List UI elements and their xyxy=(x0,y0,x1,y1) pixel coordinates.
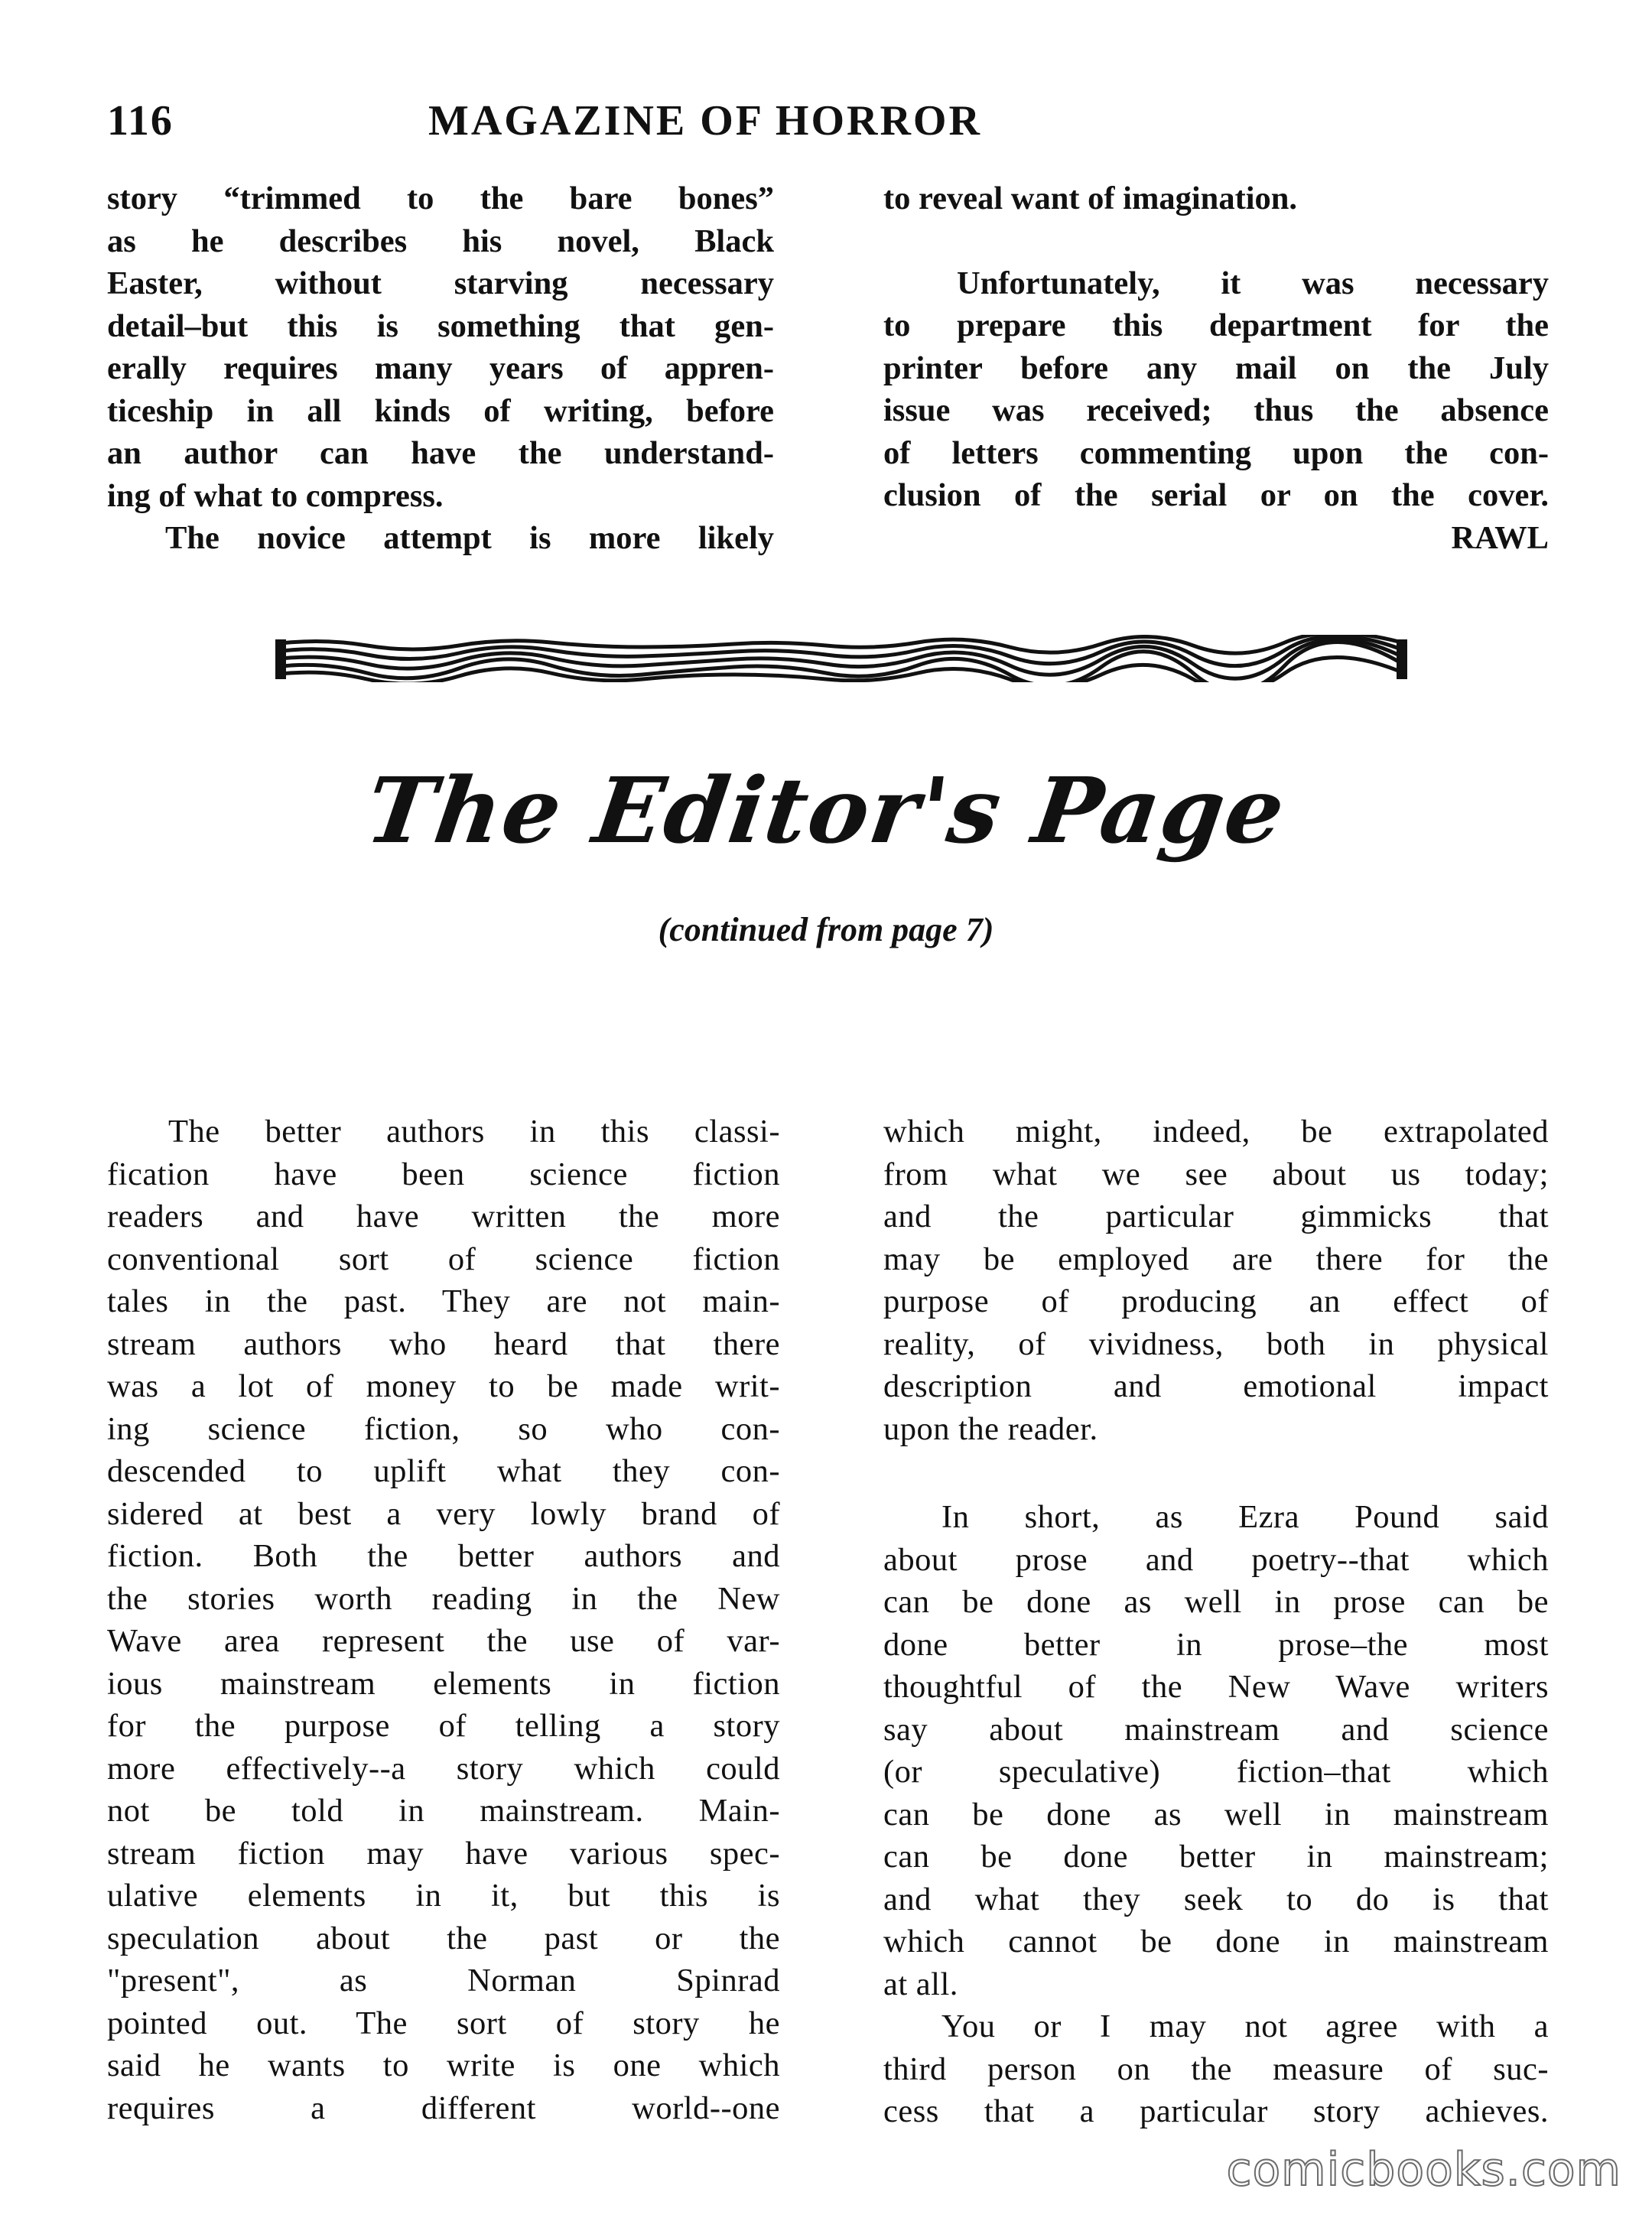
text-line: was a lot of money to be made writ- xyxy=(107,1368,780,1404)
text-line: In short, as Ezra Pound said xyxy=(941,1499,1549,1535)
bottom-right-column xyxy=(883,1111,1549,2133)
text-line: The novice attempt is more likely xyxy=(165,520,774,556)
text-line: pointed out. The sort of story he xyxy=(107,2005,780,2041)
text-line: ing science fiction, so who con- xyxy=(107,1410,780,1447)
text-line: ious mainstream elements in fiction xyxy=(107,1665,780,1702)
text-line: The better authors in this classi- xyxy=(168,1114,780,1150)
text-line: an author can have the understand- xyxy=(107,435,774,471)
text-line: third person on the measure of suc- xyxy=(883,2051,1549,2087)
text-line: descended to uplift what they con- xyxy=(107,1453,780,1489)
text-line: (or speculative) fiction–that which xyxy=(883,1754,1549,1790)
text-line: ulative elements in it, but this is xyxy=(107,1878,780,1914)
text-line: about prose and poetry--that which xyxy=(883,1541,1549,1578)
paragraph-gap xyxy=(883,220,1549,262)
text-line: fication have been science fiction xyxy=(107,1156,780,1192)
text-line: upon the reader. xyxy=(883,1410,1098,1447)
text-line: can be done better in mainstream; xyxy=(883,1839,1549,1875)
text-line: not be told in mainstream. Main- xyxy=(107,1793,780,1829)
text-line: from what we see about us today; xyxy=(883,1156,1549,1192)
text-line: Easter, without starving necessary xyxy=(107,265,774,301)
text-line: stream fiction may have various spec- xyxy=(107,1835,780,1872)
text-line: clusion of the serial or on the cover. xyxy=(883,477,1549,513)
page-number: 116 xyxy=(107,97,174,145)
text-line: to reveal want of imagination. xyxy=(883,180,1298,216)
bottom-left-column xyxy=(107,1111,780,2129)
running-header xyxy=(107,96,1545,154)
text-line: and what they seek to do is that xyxy=(883,1881,1549,1917)
text-line: fiction. Both the better authors and xyxy=(107,1538,780,1574)
author-signature: RAWL xyxy=(1451,519,1549,556)
text-line: can be done as well in prose can be xyxy=(883,1584,1549,1620)
text-line: said he wants to write is one which xyxy=(107,2047,780,2083)
text-line: of letters commenting upon the con- xyxy=(883,434,1549,471)
text-line: for the purpose of telling a story xyxy=(107,1708,780,1744)
text-line: more effectively--a story which could xyxy=(107,1750,780,1787)
text-line: readers and have written the more xyxy=(107,1198,780,1234)
text-line: at all. xyxy=(883,1966,958,2002)
text-line: purpose of producing an effect of xyxy=(883,1283,1549,1319)
text-line: sidered at best a very lowly brand of xyxy=(107,1495,780,1532)
section-title: The Editor's Page xyxy=(359,757,1293,863)
text-line: say about mainstream and science xyxy=(883,1711,1549,1748)
text-line: as he describes his novel, Black xyxy=(107,223,774,259)
text-line: ing of what to compress. xyxy=(107,477,444,514)
text-line: can be done as well in mainstream xyxy=(883,1796,1549,1833)
text-line: Wave area represent the use of var- xyxy=(107,1623,780,1659)
text-line: requires a different world--one xyxy=(107,2090,780,2126)
text-line: stream authors who heard that there xyxy=(107,1325,780,1362)
text-line: issue was received; thus the absence xyxy=(883,392,1549,428)
text-line: speculation about the past or the xyxy=(107,1920,780,1956)
top-right-column xyxy=(883,177,1549,559)
paragraph-gap xyxy=(883,1450,1549,1496)
text-line: "present", as Norman Spinrad xyxy=(107,1963,780,1998)
text-line: reality, of vividness, both in physical xyxy=(883,1325,1549,1362)
text-line: the stories worth reading in the New xyxy=(107,1580,780,1617)
text-line: story “trimmed to the bare bones” xyxy=(107,180,774,216)
text-line: printer before any mail on the July xyxy=(883,350,1549,386)
text-line: description and emotional impact xyxy=(883,1368,1549,1404)
magazine-title: MAGAZINE OF HORROR xyxy=(428,97,982,145)
text-line: thoughtful of the New Wave writers xyxy=(883,1669,1549,1705)
text-line: Unfortunately, it was necessary xyxy=(957,265,1549,301)
text-line: conventional sort of science fiction xyxy=(107,1241,780,1277)
wavy-divider-ornament xyxy=(275,635,1407,682)
text-line: to prepare this department for the xyxy=(883,307,1549,343)
text-line: You or I may not agree with a xyxy=(941,2008,1549,2044)
text-line: which cannot be done in mainstream xyxy=(883,1924,1549,1959)
text-line: detail–but this is something that gen- xyxy=(107,307,774,344)
top-left-column xyxy=(107,177,774,560)
text-line: ticeship in all kinds of writing, before xyxy=(107,392,774,429)
text-line: may be employed are there for the xyxy=(883,1241,1549,1277)
text-line: which might, indeed, be extrapolated xyxy=(883,1114,1549,1150)
text-line: erally requires many years of appren- xyxy=(107,350,774,386)
continued-note: (continued from page 7) xyxy=(658,911,994,948)
text-line: cess that a particular story achieves. xyxy=(883,2093,1549,2129)
text-line: tales in the past. They are not main- xyxy=(107,1283,780,1319)
watermark: comicbooks.com xyxy=(1226,2143,1621,2197)
text-line: and the particular gimmicks that xyxy=(883,1198,1549,1234)
text-line: done better in prose–the most xyxy=(883,1626,1549,1663)
